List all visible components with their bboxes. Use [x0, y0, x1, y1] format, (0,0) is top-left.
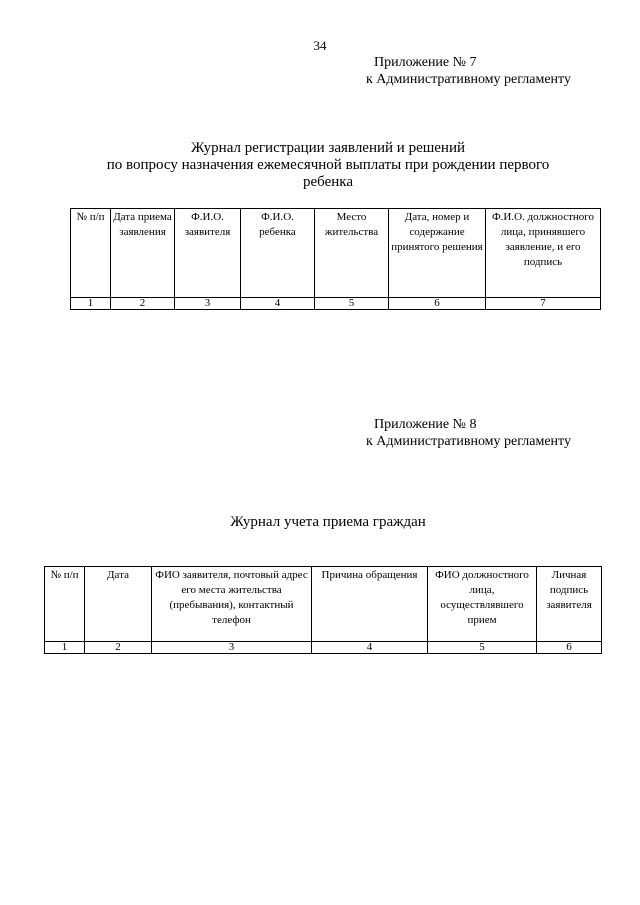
- journal-2-header-row: [45, 567, 602, 642]
- column-number-cell: 3: [175, 298, 241, 310]
- journal-2-number-row: [45, 642, 602, 654]
- column-number-cell: 2: [85, 642, 152, 654]
- appendix-8-heading: [366, 416, 632, 450]
- header-cell: Дата, номер и содержание принятого решения: [389, 209, 486, 298]
- journal-1-title-line-3: ребенка: [303, 174, 353, 190]
- column-number-cell: 6: [537, 642, 602, 654]
- header-cell: Ф.И.О. должностного лица, принявшего заявление, и его подпись: [486, 209, 601, 298]
- appendix-7-number: Приложение № 7: [374, 55, 477, 70]
- header-cell: ФИО заявителя, почтовый адрес его места жительства (пребывания), контактный телефон: [152, 567, 312, 642]
- column-number-cell: 4: [241, 298, 315, 310]
- column-number-cell: 7: [486, 298, 601, 310]
- header-cell: № п/п: [71, 209, 111, 298]
- header-cell: Дата: [85, 567, 152, 642]
- journal-1-title: [60, 140, 596, 191]
- journal-2-title: Журнал учета приема граждан: [230, 514, 426, 530]
- journal-1-number-row: [71, 298, 601, 310]
- column-number-cell: 1: [45, 642, 85, 654]
- journal-1-header-row: [71, 209, 601, 298]
- appendix-7-heading: [366, 54, 632, 88]
- header-cell: ФИО должностного лица, осуществлявшего прием: [428, 567, 537, 642]
- journal-2-table: [44, 566, 602, 654]
- header-cell: Ф.И.О. ребенка: [241, 209, 315, 298]
- appendix-8-number: Приложение № 8: [374, 417, 477, 432]
- column-number-cell: 3: [152, 642, 312, 654]
- header-cell: Место жительства: [315, 209, 389, 298]
- header-cell: № п/п: [45, 567, 85, 642]
- column-number-cell: 1: [71, 298, 111, 310]
- header-cell: Дата приема заявления: [111, 209, 175, 298]
- header-cell: Причина обращения: [312, 567, 428, 642]
- column-number-cell: 5: [315, 298, 389, 310]
- header-cell: Ф.И.О. заявителя: [175, 209, 241, 298]
- journal-1-title-line-2: по вопросу назначения ежемесячной выплаты при рождении первого: [106, 157, 550, 173]
- header-cell: Личная подпись заявителя: [537, 567, 602, 642]
- column-number-cell: 2: [111, 298, 175, 310]
- column-number-cell: 5: [428, 642, 537, 654]
- column-number-cell: 6: [389, 298, 486, 310]
- page-number: 34: [313, 38, 327, 53]
- journal-1-title-line-1: Журнал регистрации заявлений и решений: [190, 140, 466, 156]
- journal-1-table: [70, 208, 601, 310]
- column-number-cell: 4: [312, 642, 428, 654]
- appendix-8-reference: к Административному регламенту: [366, 434, 571, 449]
- appendix-7-reference: к Административному регламенту: [366, 72, 571, 87]
